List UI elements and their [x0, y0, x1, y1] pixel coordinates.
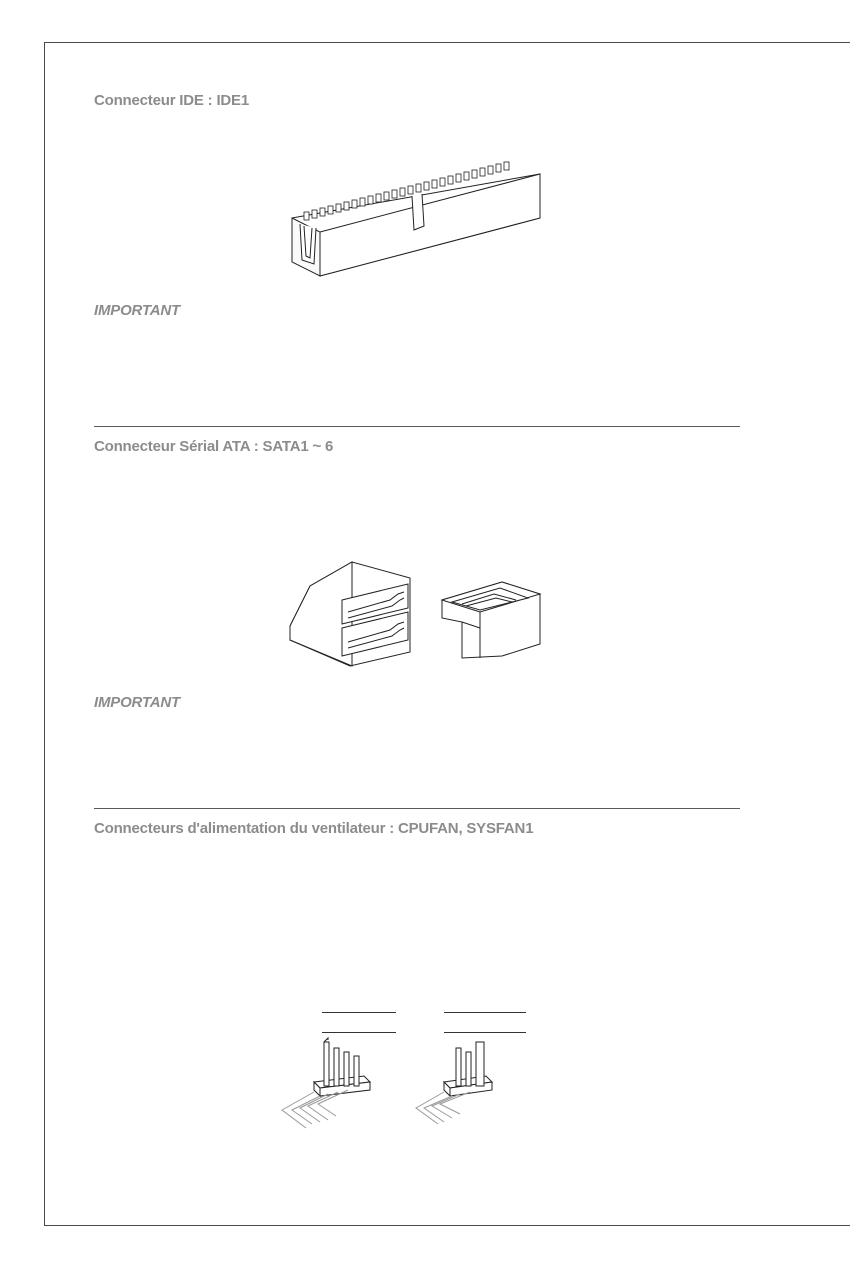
fan-connector-figure — [268, 1038, 508, 1134]
section-heading-ide: Connecteur IDE : IDE1 — [94, 92, 249, 109]
fan-label-line — [322, 1012, 396, 1013]
section-divider — [94, 426, 740, 427]
fan-label-line — [322, 1032, 396, 1033]
sata-connector-figure — [290, 548, 550, 670]
ide-connector-figure — [288, 168, 548, 278]
fan-label-line — [444, 1012, 526, 1013]
important-label-sata: IMPORTANT — [94, 694, 180, 711]
fan-label-line — [444, 1032, 526, 1033]
section-heading-sata: Connecteur Sérial ATA : SATA1 ~ 6 — [94, 438, 334, 455]
section-heading-fan: Connecteurs d'alimentation du ventilateur : CPUFAN, SYSFAN1 — [94, 820, 534, 837]
section-divider — [94, 808, 740, 809]
important-label-ide: IMPORTANT — [94, 302, 180, 319]
